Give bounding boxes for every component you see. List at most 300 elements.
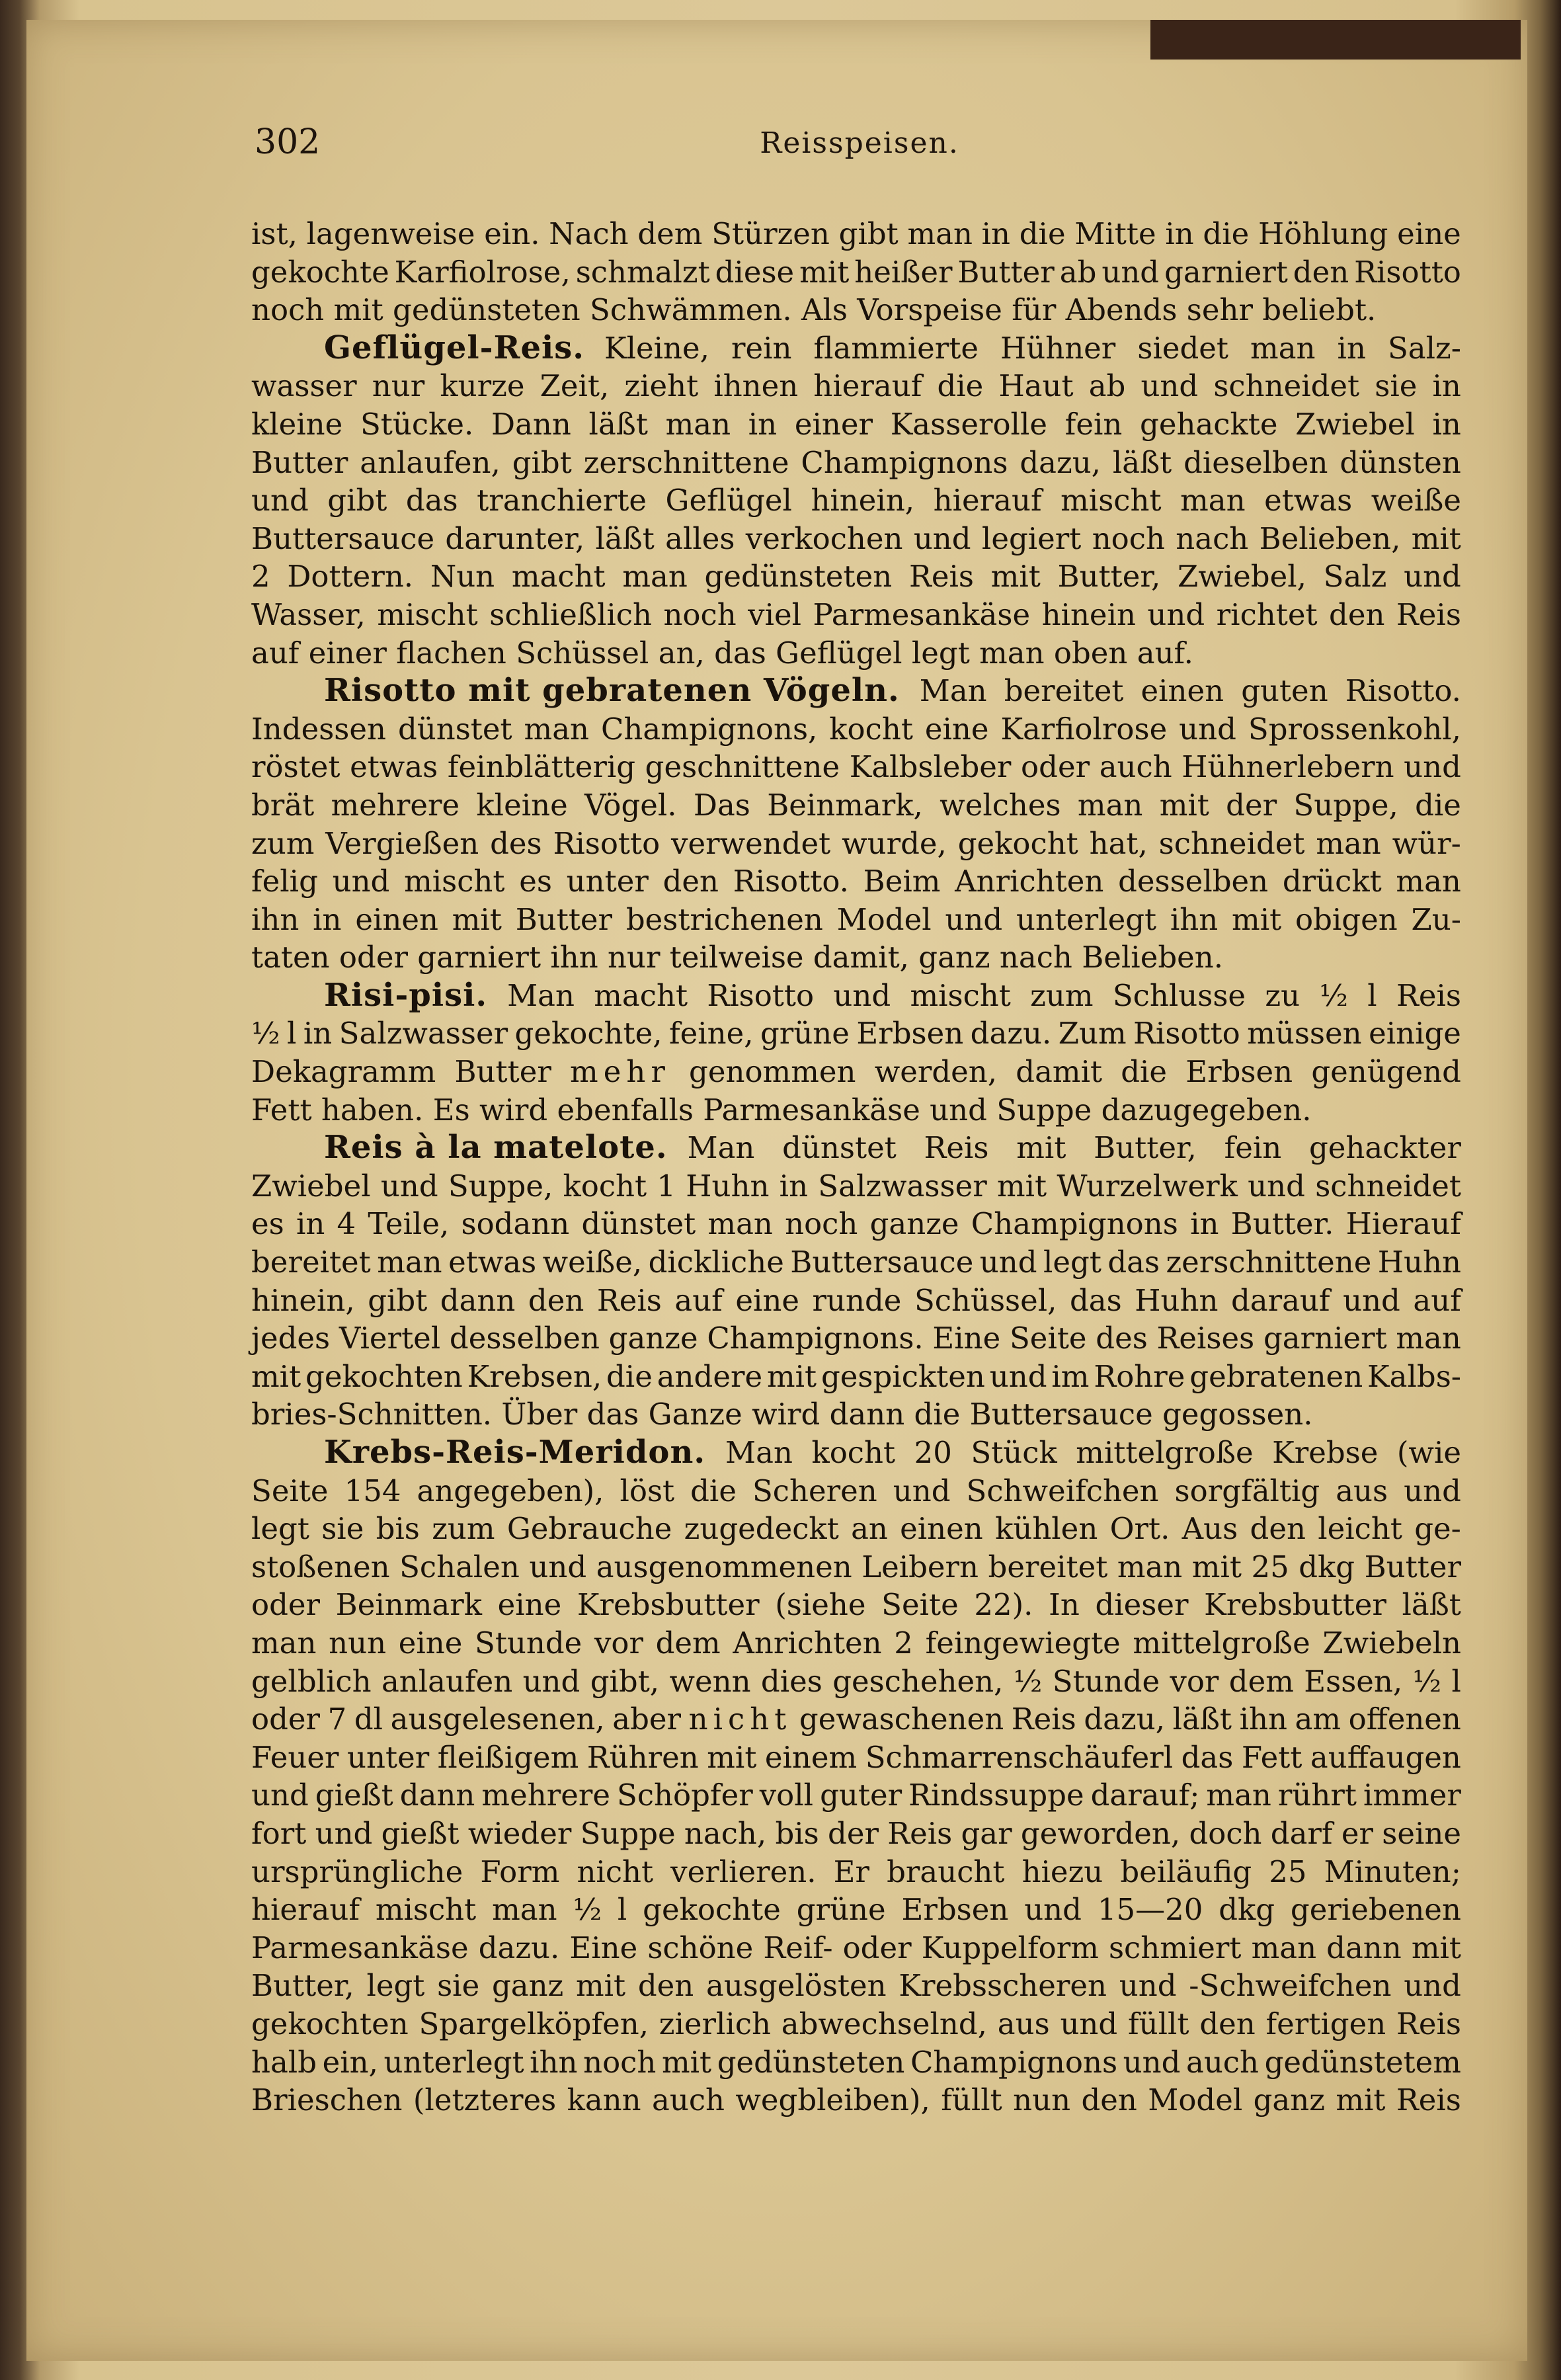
word: einer bbox=[308, 635, 397, 671]
word: dazu. bbox=[478, 1930, 560, 1965]
word: unter bbox=[566, 864, 649, 899]
word: läßt bbox=[1402, 1587, 1461, 1623]
word: mittelgroße bbox=[1133, 1625, 1310, 1661]
word: legt bbox=[1043, 1245, 1101, 1280]
word: Krebsbutter bbox=[577, 1587, 760, 1623]
word: Zeit, bbox=[540, 368, 610, 404]
word: Parmesankäse bbox=[703, 1092, 930, 1128]
word: und bbox=[930, 1092, 997, 1128]
word: Butter, bbox=[1094, 1130, 1197, 1166]
word: oder bbox=[1021, 749, 1090, 785]
word: Champignons bbox=[971, 1206, 1178, 1242]
word: dünstet bbox=[581, 1206, 696, 1242]
word: einem bbox=[764, 1739, 858, 1775]
word: sehr bbox=[1186, 292, 1263, 328]
page-header bbox=[255, 122, 1464, 175]
text-line bbox=[251, 1053, 1461, 1091]
word: Höhlung bbox=[1258, 216, 1388, 251]
word: 2 bbox=[251, 559, 270, 595]
word: Schalen bbox=[399, 1549, 520, 1584]
word: Indessen bbox=[251, 711, 386, 747]
word: In bbox=[1049, 1587, 1080, 1623]
word: Wasser, bbox=[251, 596, 366, 632]
word: flammierte bbox=[813, 330, 979, 366]
word: dann bbox=[829, 1397, 914, 1432]
word: Champignons bbox=[801, 444, 1008, 480]
word: l bbox=[1367, 977, 1377, 1013]
word: eine bbox=[924, 711, 989, 747]
word: und bbox=[1404, 1473, 1461, 1508]
word: in bbox=[1337, 330, 1366, 366]
word: Huhn bbox=[1135, 1282, 1219, 1318]
word: mit bbox=[799, 254, 850, 290]
word: den bbox=[1329, 596, 1385, 632]
word: nur bbox=[608, 940, 670, 975]
word: ab bbox=[1059, 254, 1097, 290]
word: hinein, bbox=[811, 483, 915, 518]
word: man bbox=[665, 406, 731, 442]
word: auffaugen bbox=[1310, 1739, 1461, 1775]
word: man bbox=[1206, 1778, 1271, 1813]
word: Spargelköpfen, bbox=[419, 2006, 649, 2041]
word: schneidet bbox=[1158, 825, 1305, 861]
word: und bbox=[1141, 368, 1199, 404]
text-line bbox=[251, 557, 1461, 596]
word: man bbox=[1396, 1321, 1461, 1356]
text-line bbox=[251, 786, 1461, 825]
word: bereitet bbox=[988, 1549, 1108, 1584]
word: Vögel. bbox=[584, 787, 677, 823]
word: dünsten bbox=[1340, 444, 1461, 480]
word: noch bbox=[785, 1206, 858, 1242]
word: Schlusse bbox=[1112, 977, 1246, 1013]
word: gespickten bbox=[821, 1358, 985, 1394]
word: Reises bbox=[1156, 1321, 1255, 1356]
word: des bbox=[1096, 1321, 1148, 1356]
word: l bbox=[287, 1016, 297, 1051]
word: in bbox=[313, 901, 342, 937]
word: nicht bbox=[688, 1702, 792, 1737]
word: Schwämmen. bbox=[590, 292, 801, 328]
word: gehackte bbox=[1140, 406, 1278, 442]
word: Zu- bbox=[1411, 901, 1461, 937]
word: beiläufig bbox=[1120, 1854, 1252, 1889]
word: bereitet bbox=[251, 1245, 371, 1280]
word: Hühner bbox=[1000, 330, 1116, 366]
word: zu bbox=[1265, 977, 1301, 1013]
word: und bbox=[945, 901, 1003, 937]
word: Beinmark, bbox=[767, 787, 923, 823]
word: Risotto. bbox=[733, 864, 849, 899]
word: Stunde bbox=[1052, 1663, 1160, 1699]
word: Man bbox=[687, 1130, 755, 1166]
word: Minuten; bbox=[1324, 1854, 1461, 1889]
word: fein bbox=[1064, 406, 1123, 442]
word: schneidet bbox=[1315, 1168, 1461, 1204]
text-line bbox=[251, 2005, 1461, 2043]
text-line bbox=[251, 405, 1461, 444]
word: und bbox=[893, 1473, 951, 1508]
word: Teile, bbox=[368, 1206, 450, 1242]
word: mit bbox=[990, 559, 1041, 595]
word: oder bbox=[842, 1930, 912, 1965]
word: darauf bbox=[1230, 1282, 1330, 1318]
word: mischt bbox=[404, 864, 505, 899]
word: fleißigem bbox=[437, 1739, 579, 1775]
word: läßt bbox=[1172, 1702, 1232, 1737]
word: 25 bbox=[1269, 1854, 1307, 1889]
word: schmiert bbox=[1108, 1930, 1242, 1965]
word: oben bbox=[1053, 635, 1137, 671]
word: Reis bbox=[1396, 2006, 1461, 2041]
word: für bbox=[1012, 292, 1066, 328]
word: ein, bbox=[322, 2044, 378, 2080]
word: mit bbox=[1191, 1549, 1242, 1584]
word: mit bbox=[452, 901, 502, 937]
text-line bbox=[251, 1548, 1461, 1586]
word: Zwiebel, bbox=[1177, 559, 1306, 595]
word: Form bbox=[480, 1854, 560, 1889]
word: bis bbox=[775, 1815, 819, 1851]
word: einige bbox=[1369, 1016, 1461, 1051]
word: brät bbox=[251, 787, 315, 823]
word: gibt bbox=[512, 444, 572, 480]
word: Suppe, bbox=[448, 1168, 553, 1204]
word: schneidet bbox=[1213, 368, 1360, 404]
word: andere bbox=[657, 1358, 763, 1394]
word: Schweifchen bbox=[966, 1473, 1159, 1508]
word: vor bbox=[1170, 1663, 1219, 1699]
word: damit bbox=[1016, 1054, 1103, 1090]
word: das bbox=[1181, 1739, 1234, 1775]
word: teilweise bbox=[669, 940, 813, 975]
word: aus bbox=[997, 2006, 1050, 2041]
word: lagenweise bbox=[306, 216, 475, 251]
recipe-heading-line bbox=[251, 1434, 1461, 1472]
word: anlaufen, bbox=[360, 444, 500, 480]
word: angegeben), bbox=[417, 1473, 604, 1508]
word: Suppe bbox=[580, 1815, 676, 1851]
word: Kasserolle bbox=[890, 406, 1047, 442]
word: kleine bbox=[476, 787, 568, 823]
word: dünstet bbox=[782, 1130, 897, 1166]
word: die bbox=[1415, 787, 1461, 823]
word: gar bbox=[961, 1815, 1012, 1851]
word: Man bbox=[725, 1435, 793, 1470]
word: mischt bbox=[377, 596, 478, 632]
text-line bbox=[251, 1662, 1461, 1701]
word: Dottern. bbox=[287, 559, 414, 595]
line-rest bbox=[688, 1129, 1461, 1167]
text-line bbox=[251, 710, 1461, 749]
text-line bbox=[251, 825, 1461, 863]
text-line bbox=[251, 1472, 1461, 1510]
word: hinein bbox=[1041, 596, 1136, 632]
word: noch bbox=[663, 596, 737, 632]
word: mischt bbox=[375, 1892, 477, 1928]
text-line bbox=[251, 1929, 1461, 1967]
word: verwendet bbox=[671, 825, 831, 861]
word: man bbox=[979, 635, 1054, 671]
recipe-title: Geflügel-Reis. bbox=[324, 329, 584, 366]
word: nach, bbox=[684, 1815, 767, 1851]
word: immer bbox=[1363, 1778, 1461, 1813]
word: Champignons. bbox=[707, 1321, 924, 1356]
word: und bbox=[522, 1663, 580, 1699]
word: Butter bbox=[1364, 1549, 1461, 1584]
word: macht bbox=[511, 559, 606, 595]
word: Es bbox=[432, 1092, 479, 1128]
word: nicht bbox=[577, 1854, 654, 1889]
word: man bbox=[1250, 330, 1316, 366]
word: dazu. bbox=[970, 1016, 1052, 1051]
word: man bbox=[1316, 825, 1381, 861]
word: Ort. bbox=[1109, 1511, 1170, 1547]
word: und bbox=[315, 1815, 373, 1851]
recipe-heading-line bbox=[251, 329, 1461, 368]
word: feine, bbox=[668, 1016, 754, 1051]
word: und bbox=[979, 1245, 1037, 1280]
word: stoßenen bbox=[251, 1549, 390, 1584]
word: ab bbox=[1088, 368, 1126, 404]
word: das bbox=[1107, 1245, 1160, 1280]
word: Parmesankäse bbox=[813, 596, 1031, 632]
word: das bbox=[714, 635, 776, 671]
word: und bbox=[1179, 711, 1236, 747]
word: man bbox=[492, 1892, 557, 1928]
word: den bbox=[1250, 1511, 1306, 1547]
word: fertigen bbox=[1265, 2006, 1386, 2041]
word: Huhn bbox=[686, 1168, 770, 1204]
word: kocht bbox=[563, 1168, 647, 1204]
word: noch bbox=[1092, 520, 1165, 556]
word: dazu, bbox=[1020, 444, 1101, 480]
word: siedet bbox=[1137, 330, 1228, 366]
recipe-text bbox=[251, 215, 1461, 2119]
word: das bbox=[586, 1397, 649, 1432]
word: es bbox=[519, 864, 552, 899]
word: vor bbox=[594, 1625, 643, 1661]
word: Nach bbox=[549, 216, 629, 251]
word: anlaufen bbox=[381, 1663, 513, 1699]
text-line bbox=[251, 748, 1461, 786]
word: und bbox=[1060, 2006, 1118, 2041]
word: hierauf bbox=[813, 368, 922, 404]
word: Man bbox=[507, 977, 575, 1013]
word: guten bbox=[1241, 673, 1328, 709]
word: gehackter bbox=[1308, 1130, 1461, 1166]
word: Fett bbox=[251, 1092, 321, 1128]
word: unterlegt bbox=[1016, 901, 1157, 937]
word: Risotto bbox=[1354, 254, 1461, 290]
recipe-title: Risi-pisi. bbox=[324, 976, 488, 1014]
word: und bbox=[1404, 749, 1461, 785]
word: ausgelösten bbox=[706, 1968, 887, 2004]
word: und bbox=[1404, 559, 1461, 595]
word: Reis bbox=[887, 1815, 953, 1851]
word: kühlen bbox=[995, 1511, 1098, 1547]
word: mit bbox=[1336, 2082, 1386, 2118]
word: dieselben bbox=[1183, 444, 1328, 480]
word: der bbox=[1226, 787, 1277, 823]
word: gegossen. bbox=[1162, 1397, 1313, 1432]
word: mehrere bbox=[481, 1778, 610, 1813]
word: den bbox=[1293, 254, 1349, 290]
word: im bbox=[1051, 1358, 1090, 1394]
word: ihn bbox=[550, 940, 608, 975]
word: fort bbox=[251, 1815, 307, 1851]
text-line bbox=[251, 1776, 1461, 1815]
word: Schmarrenschäuferl bbox=[865, 1739, 1174, 1775]
recipe-title: Krebs-Reis-Meridon. bbox=[324, 1434, 706, 1471]
word: Stücke. bbox=[360, 406, 474, 442]
word: dkg bbox=[1299, 1549, 1355, 1584]
word: Model bbox=[836, 901, 932, 937]
word: Seite bbox=[881, 1587, 959, 1623]
word: welches bbox=[940, 787, 1061, 823]
word: Fett bbox=[1241, 1739, 1302, 1775]
word: Reis bbox=[596, 1282, 662, 1318]
text-line bbox=[251, 481, 1461, 520]
word: aus bbox=[1336, 1473, 1388, 1508]
text-line bbox=[251, 1624, 1461, 1662]
word: oder bbox=[339, 940, 418, 975]
word: bereitet bbox=[1004, 673, 1124, 709]
word: zugedeckt bbox=[684, 1511, 839, 1547]
word: und bbox=[1343, 1282, 1400, 1318]
word: hiezu bbox=[1021, 1854, 1103, 1889]
word: nur bbox=[372, 368, 425, 404]
word: dl bbox=[354, 1702, 383, 1737]
text-line bbox=[251, 1358, 1461, 1396]
word: kocht bbox=[829, 711, 913, 747]
word: einen bbox=[1141, 673, 1224, 709]
text-line bbox=[251, 1395, 1461, 1434]
word: aber bbox=[612, 1702, 682, 1737]
word: felig bbox=[251, 864, 318, 899]
word: eine bbox=[735, 1282, 799, 1318]
word: Belieben. bbox=[1082, 940, 1224, 975]
word: in bbox=[303, 1016, 333, 1051]
word: zum bbox=[1030, 977, 1094, 1013]
word: Reis bbox=[924, 1130, 989, 1166]
word: rührt bbox=[1277, 1778, 1357, 1813]
word: gedünsteten bbox=[717, 2044, 905, 2080]
word: gekochte bbox=[251, 254, 389, 290]
word: und bbox=[1404, 1968, 1461, 2004]
word: Beinmark bbox=[335, 1587, 483, 1623]
word: Belieben, bbox=[1259, 520, 1401, 556]
word: taten bbox=[251, 940, 339, 975]
recipe-title: Risotto mit gebratenen Vögeln. bbox=[324, 672, 900, 710]
word: desselben bbox=[449, 1321, 600, 1356]
word: Brieschen bbox=[251, 2082, 403, 2118]
word: Reis bbox=[1011, 1702, 1076, 1737]
word: ½ bbox=[1013, 1663, 1043, 1699]
word: ge- bbox=[1414, 1511, 1461, 1547]
word: Karfiolrose bbox=[1000, 711, 1168, 747]
word: flachen bbox=[396, 635, 516, 671]
word: und bbox=[1119, 1968, 1177, 2004]
word: (siehe bbox=[775, 1587, 866, 1623]
word: dazugegeben. bbox=[1101, 1092, 1312, 1128]
word: nun bbox=[1013, 2082, 1071, 2118]
word: Zwiebel bbox=[1295, 406, 1415, 442]
word: Geflügel bbox=[665, 483, 792, 518]
word: Reif- bbox=[763, 1930, 833, 1965]
word: man bbox=[524, 711, 590, 747]
word: die bbox=[690, 1473, 737, 1508]
word: an, bbox=[658, 635, 715, 671]
word: mit bbox=[251, 1358, 301, 1394]
text-line bbox=[251, 444, 1461, 482]
recipe-title: Reis à la matelote. bbox=[324, 1129, 668, 1167]
word: Anrichten bbox=[733, 1625, 882, 1661]
word: in bbox=[981, 216, 1011, 251]
word: und bbox=[913, 520, 971, 556]
word: Salz- bbox=[1387, 330, 1461, 366]
word: füllt bbox=[941, 2082, 1002, 2118]
word: feingewiegte bbox=[925, 1625, 1121, 1661]
word: richtet bbox=[1216, 596, 1318, 632]
word: in bbox=[748, 406, 778, 442]
word: Gebrauche bbox=[506, 1511, 672, 1547]
word: grüne bbox=[796, 1892, 886, 1928]
word: Leibern bbox=[861, 1549, 979, 1584]
word: in bbox=[779, 1168, 809, 1204]
word: garniert bbox=[1164, 254, 1288, 290]
word: dann bbox=[399, 1778, 475, 1813]
word: diese bbox=[715, 254, 795, 290]
word: gießt bbox=[315, 1778, 393, 1813]
word: den bbox=[1081, 2082, 1137, 2118]
word: wenn bbox=[669, 1663, 751, 1699]
word: oder bbox=[251, 1587, 321, 1623]
word: gießt bbox=[381, 1815, 460, 1851]
word: Salz bbox=[1323, 559, 1387, 595]
word: löst bbox=[620, 1473, 675, 1508]
word: schmalzt bbox=[575, 254, 710, 290]
word: die bbox=[937, 368, 984, 404]
word: gekochten bbox=[305, 1358, 463, 1394]
word: Eine bbox=[932, 1321, 1001, 1356]
word: Schüssel, bbox=[914, 1282, 1057, 1318]
word: dazu, bbox=[1084, 1702, 1166, 1737]
word: Feuer bbox=[251, 1739, 339, 1775]
word: werden, bbox=[874, 1054, 998, 1090]
word: Krebsen, bbox=[467, 1358, 602, 1394]
word: in bbox=[1165, 216, 1194, 251]
word: damit, bbox=[813, 940, 919, 975]
word: beliebt. bbox=[1262, 292, 1377, 328]
word: auf. bbox=[1137, 635, 1193, 671]
text-line bbox=[251, 634, 1461, 673]
word: mischt bbox=[1061, 483, 1162, 518]
dark-corner bbox=[1150, 20, 1521, 60]
word: noch bbox=[251, 292, 334, 328]
text-line bbox=[251, 253, 1461, 292]
word: dkg bbox=[1219, 1892, 1275, 1928]
word: läßt bbox=[595, 520, 655, 556]
word: bis bbox=[376, 1511, 420, 1547]
word: legt bbox=[911, 635, 980, 671]
word: verkochen bbox=[745, 520, 903, 556]
text-line bbox=[251, 1205, 1461, 1243]
word: auch bbox=[1186, 2044, 1259, 2080]
word: Buttersauce bbox=[969, 1397, 1163, 1432]
word: Krebsscheren bbox=[899, 1968, 1107, 2004]
word: mit bbox=[766, 1358, 817, 1394]
